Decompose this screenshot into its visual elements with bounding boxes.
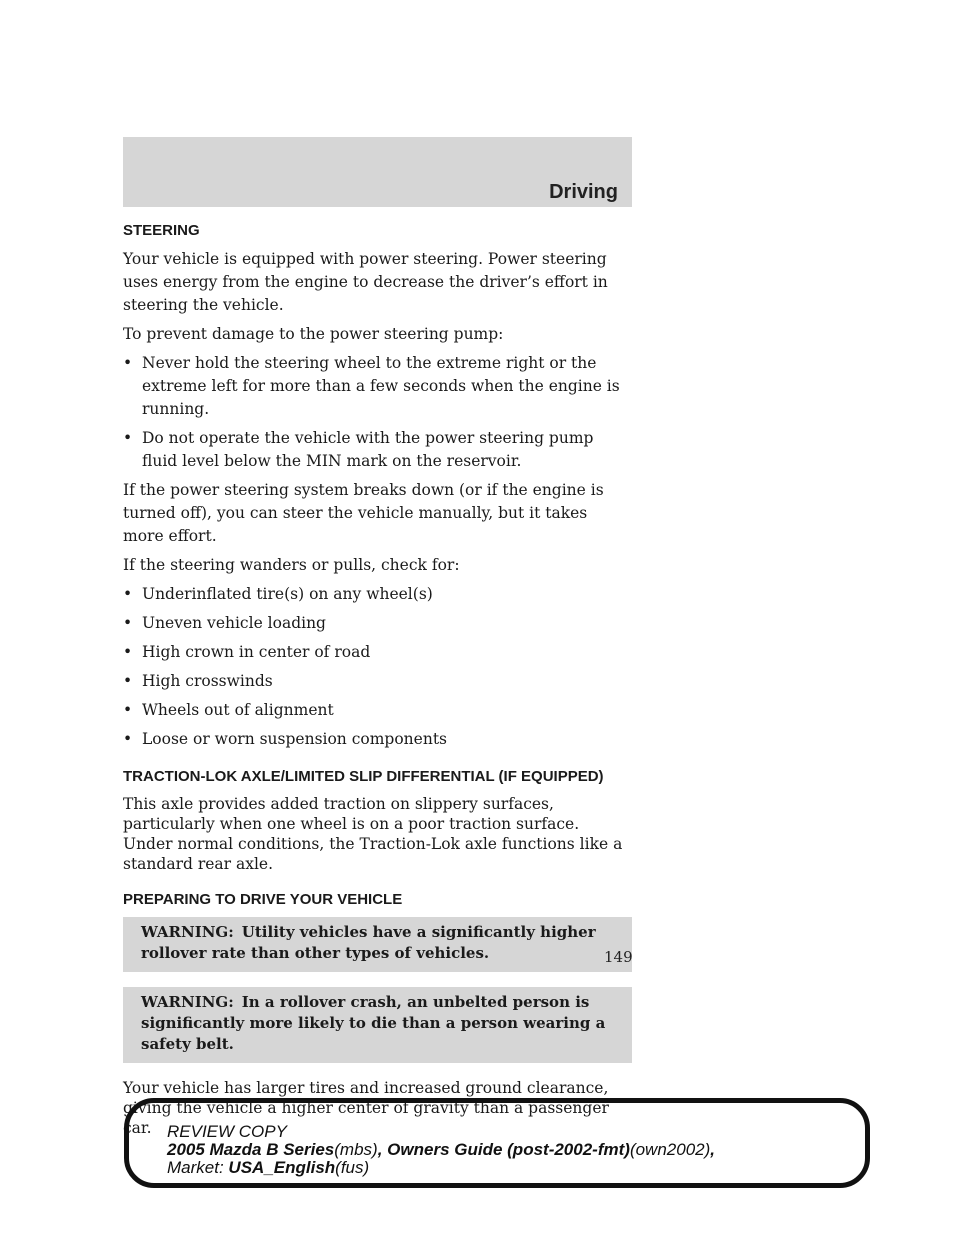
- steering-paragraph-2: To prevent damage to the power steering pump:: [123, 325, 504, 343]
- footer-separator: ,: [377, 1140, 388, 1159]
- list-item: [123, 583, 632, 606]
- list-item: [123, 670, 632, 693]
- warning-label: WARNING:: [141, 993, 234, 1011]
- bullet-icon: •: [123, 730, 133, 748]
- footer-market: USA_English: [228, 1158, 336, 1177]
- steering-paragraph-3: If the power steering system breaks down (or if the engine is turned off), you can steer the vehicle manually, but it takes more effort.: [123, 481, 604, 545]
- footer-line-3: [167, 1159, 369, 1177]
- warning-label: WARNING:: [141, 923, 234, 941]
- footer-guide-code: (own2002): [629, 1140, 711, 1159]
- review-copy-footer: [124, 1098, 870, 1188]
- bullet-text: Underinflated tire(s) on any wheel(s): [142, 585, 433, 603]
- warning-box: [123, 917, 632, 972]
- preparing-heading: PREPARING TO DRIVE YOUR VEHICLE: [123, 891, 403, 908]
- review-copy-label: REVIEW COPY: [167, 1122, 287, 1141]
- footer-model-code: (mbs): [334, 1140, 378, 1159]
- bullet-text: Loose or worn suspension components: [142, 730, 448, 748]
- bullet-icon: •: [123, 585, 133, 603]
- list-item: [123, 728, 632, 751]
- bullet-text: Uneven vehicle loading: [142, 614, 326, 632]
- bullet-icon: •: [123, 701, 133, 719]
- footer-market-code: (fus): [335, 1158, 370, 1177]
- footer-model: 2005 Mazda B Series: [167, 1140, 335, 1159]
- warning-box: [123, 987, 632, 1063]
- footer-line-2: [167, 1141, 715, 1159]
- bullet-text: Never hold the steering wheel to the extreme right or the extreme left for more than a few seconds when the engine is running.: [142, 354, 620, 418]
- bullet-text: High crown in center of road: [142, 643, 371, 661]
- page-content: [123, 219, 632, 1144]
- section-header-band: [123, 137, 632, 207]
- bullet-text: High crosswinds: [142, 672, 273, 690]
- page-number: 149: [604, 948, 633, 966]
- section-title: Driving: [549, 181, 618, 203]
- steering-paragraph-1: Your vehicle is equipped with power steering. Power steering uses energy from the engine to decrease the driver’s effort in steering the vehicle.: [123, 250, 608, 314]
- warning-text: Utility vehicles have a significantly higher rollover rate than other types of vehicles.: [141, 923, 596, 962]
- list-item: [123, 612, 632, 635]
- warning-text: In a rollover crash, an unbelted person is significantly more likely to die than a person wearing a safety belt.: [141, 993, 606, 1053]
- bullet-icon: •: [123, 614, 133, 632]
- list-item: [123, 427, 632, 473]
- steering-paragraph-4: If the steering wanders or pulls, check for:: [123, 556, 460, 574]
- bullet-icon: •: [123, 429, 133, 447]
- list-item: [123, 352, 632, 421]
- preparing-paragraph: Your vehicle has larger tires and increased ground clearance, giving the vehicle a higher center of gravity than a passenger car.: [123, 1079, 609, 1137]
- traction-heading: TRACTION-LOK AXLE/LIMITED SLIP DIFFERENTIAL (IF EQUIPPED): [123, 768, 604, 785]
- footer-guide: Owners Guide (post-2002-fmt): [387, 1140, 630, 1159]
- bullet-icon: •: [123, 672, 133, 690]
- steering-heading: STEERING: [123, 222, 200, 239]
- footer-line-1: [167, 1123, 287, 1141]
- bullet-text: Do not operate the vehicle with the power steering pump fluid level below the MIN mark on the reservoir.: [142, 429, 594, 470]
- bullet-icon: •: [123, 643, 133, 661]
- footer-market-label: Market:: [167, 1158, 224, 1177]
- list-item: [123, 699, 632, 722]
- list-item: [123, 641, 632, 664]
- bullet-icon: •: [123, 354, 133, 372]
- traction-paragraph: This axle provides added traction on slippery surfaces, particularly when one wheel is on a poor traction surface. Under normal conditions, the Traction-Lok axle functions like a standard rear axle.: [123, 795, 623, 873]
- bullet-text: Wheels out of alignment: [142, 701, 334, 719]
- footer-separator: ,: [710, 1140, 715, 1159]
